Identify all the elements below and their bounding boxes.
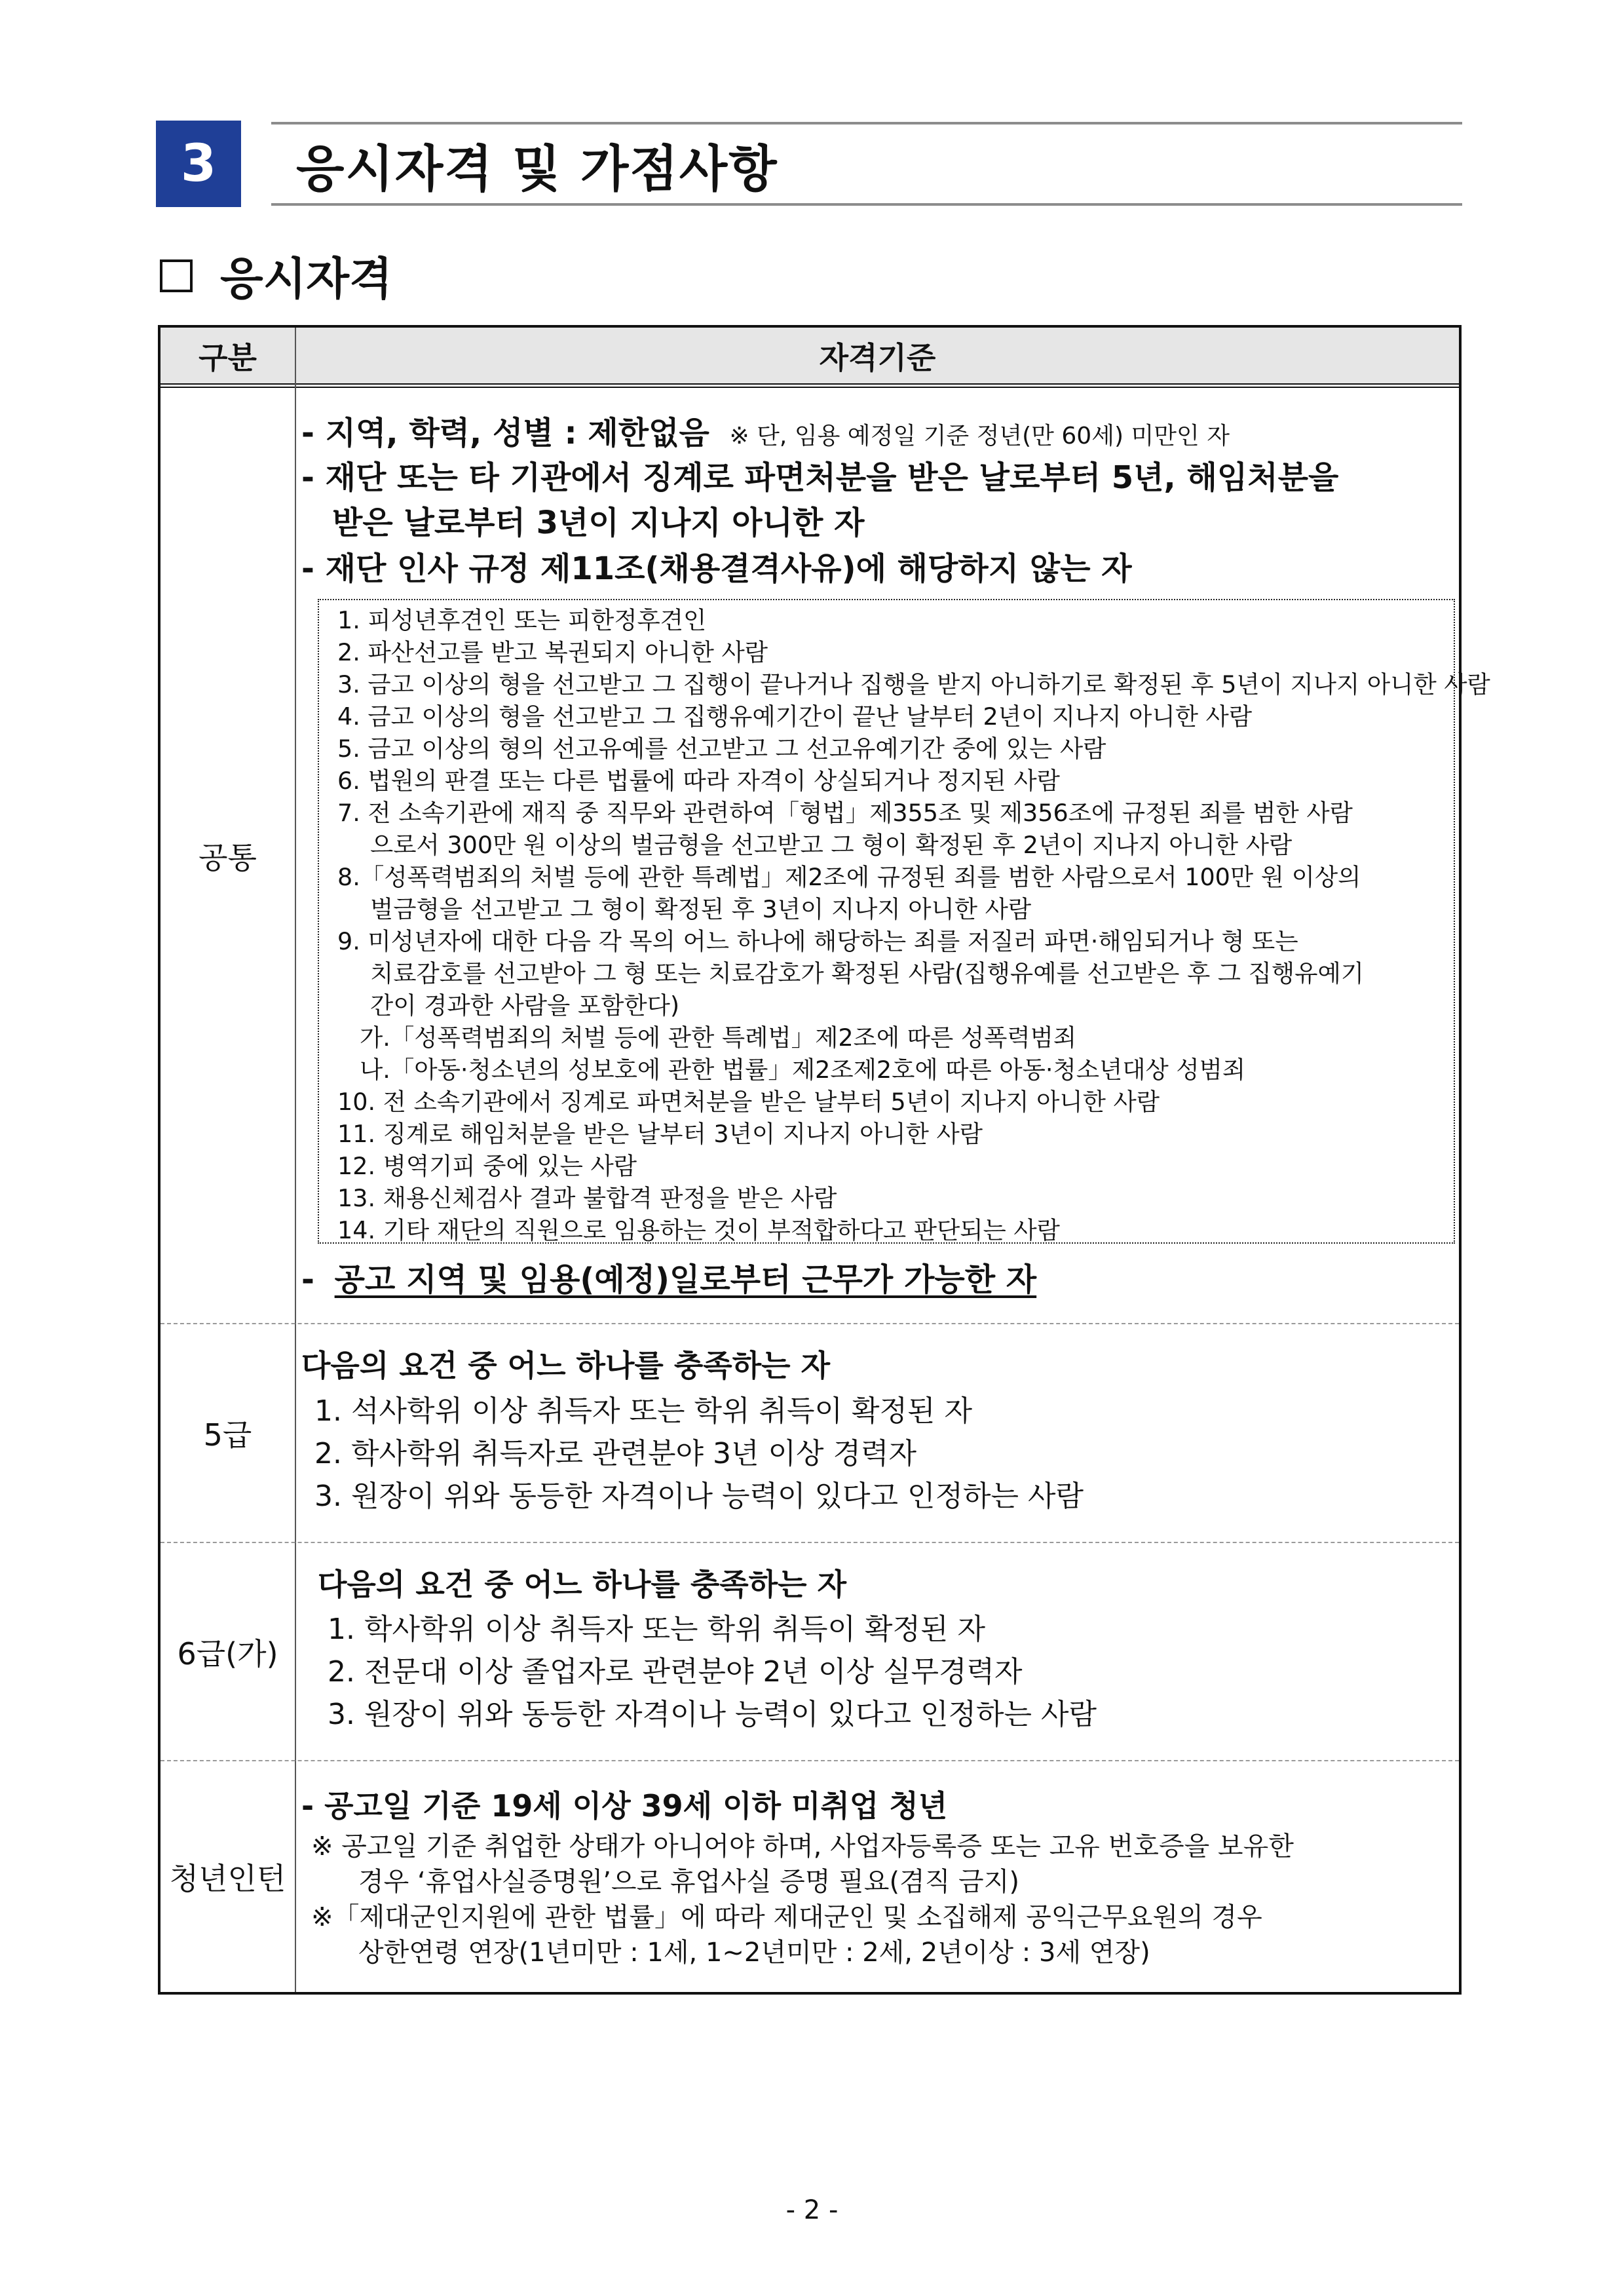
rule-item: 10. 전 소속기관에서 징계로 파면처분을 받은 날부터 5년이 지나지 아니한 사람 [337,1088,1160,1116]
intern-note: ※「제대군인지원에 관한 법률」에 따라 제대군인 및 소집해제 공익근무요원의 경우 [311,1902,1262,1932]
common-line1-main: - 지역, 학력, 성별 : 제한없음 [301,415,709,451]
disqualification-rules-box [318,599,1490,1244]
rule-item: 6. 법원의 판결 또는 다른 법률에 따라 자격이 상실되거나 정지된 사람 [337,767,1060,795]
rule-item-continued: 치료감호를 선고받아 그 형 또는 치료감호가 확정된 사람(집행유예를 선고받은 후 그 집행유예기 [370,959,1364,987]
grade5-item: 2. 학사학위 취득자로 관련분야 3년 이상 경력자 [314,1437,916,1470]
common-line2a: - 재단 또는 타 기관에서 징계로 파면처분을 받은 날로부터 5년, 해임처분을 [301,459,1339,496]
common-line4-text: 공고 지역 및 임용(예정)일로부터 근무가 가능한 자 [334,1261,1037,1298]
grade6-item: 1. 학사학위 이상 취득자 또는 학위 취득이 확정된 자 [328,1613,985,1646]
grade6-item: 2. 전문대 이상 졸업자로 관련분야 2년 이상 실무경력자 [328,1655,1023,1689]
rule-item-continued: 벌금형을 선고받고 그 형이 확정된 후 3년이 지나지 아니한 사람 [370,895,1032,923]
rule-subitem: 나.「아동·청소년의 성보호에 관한 법률」제2조제2호에 따른 아동·청소년대상 성범죄 [360,1056,1246,1084]
rule-item: 2. 파산선고를 받고 복권되지 아니한 사람 [337,638,768,666]
rule-item: 4. 금고 이상의 형을 선고받고 그 집행유예기간이 끝난 날부터 2년이 지나지 아니한 사람 [337,702,1253,731]
row-separator [161,1542,1459,1543]
section-number: 3 [156,121,241,207]
subsection-title: 응시자격 [220,253,392,305]
rule-item: 5. 금고 이상의 형의 선고유예를 선고받고 그 선고유예기간 중에 있는 사람 [337,735,1106,763]
rule-item: 12. 병역기피 중에 있는 사람 [337,1152,637,1180]
rule-item: 9. 미성년자에 대한 다음 각 목의 어느 하나에 해당하는 죄를 저질러 파면·해임되거나 형 또는 [337,927,1298,955]
common-line3: - 재단 인사 규정 제11조(채용결격사유)에 해당하지 않는 자 [301,550,1132,587]
grade5-heading: 다음의 요건 중 어느 하나를 충족하는 자 [301,1348,831,1383]
row-separator [161,1323,1459,1324]
intern-note-continued: 상한연령 연장(1년미만 : 1세, 1~2년미만 : 2세, 2년이상 : 3세 연장) [358,1938,1150,1968]
grade5-item: 3. 원장이 위와 동등한 자격이나 능력이 있다고 인정하는 사람 [314,1480,1084,1513]
common-line2b: 받은 날로부터 3년이 지나지 아니한 자 [332,505,865,541]
category-grade5: 5급 [203,1417,252,1453]
intern-note-continued: 경우 ‘휴업사실증명원’으로 휴업사실 증명 필요(겸직 금지) [358,1867,1019,1897]
rule-item-continued: 간이 경과한 사람을 포함한다) [370,991,680,1020]
section-rule-top [271,122,1462,124]
rule-item: 14. 기타 재단의 직원으로 임용하는 것이 부적합하다고 판단되는 사람 [337,1216,1060,1244]
common-line1 [301,408,1230,453]
intern-heading: - 공고일 기준 19세 이상 39세 이하 미취업 청년 [301,1788,948,1824]
common-line4-dash: - [301,1261,314,1298]
rule-item: 13. 채용신체검사 결과 불합격 판정을 받은 사람 [337,1184,837,1212]
section-rule-bottom [271,203,1462,206]
row-separator [161,1760,1459,1761]
category-grade6: 6급(가) [177,1636,278,1672]
rule-item: 8.「성폭력범죄의 처벌 등에 관한 특례법」제2조에 규정된 죄를 범한 사람으로서 100만 원 이상의 [337,863,1361,891]
table-header-row [161,328,1459,388]
common-line1-note: ※ 단, 임용 예정일 기준 정년(만 60세) 미만인 자 [729,423,1230,450]
category-common: 공통 [198,839,257,875]
checkbox-square-icon [160,259,193,292]
qualification-table [158,325,1490,1995]
rule-item: 7. 전 소속기관에 재직 중 직무와 관련하여「형법」제355조 및 제356조에 규정된 죄를 범한 사람 [337,799,1353,827]
common-line4 [301,1254,1036,1299]
intern-note: ※ 공고일 기준 취업한 상태가 아니어야 하며, 사업자등록증 또는 고유 번호증을 보유한 [311,1831,1294,1862]
rule-item: 3. 금고 이상의 형을 선고받고 그 집행이 끝나거나 집행을 받지 아니하기로 확정된 후 5년이 지나지 아니한 사람 [337,670,1490,698]
rule-item: 1. 피성년후견인 또는 피한정후견인 [337,606,707,634]
category-intern: 청년인턴 [169,1861,286,1896]
page-number: - 2 - [785,2195,839,2225]
column-divider [295,328,296,1992]
grade6-item: 3. 원장이 위와 동등한 자격이나 능력이 있다고 인정하는 사람 [328,1698,1097,1731]
rule-item: 11. 징계로 해임처분을 받은 날부터 3년이 지나지 아니한 사람 [337,1120,983,1148]
grade6-heading: 다음의 요건 중 어느 하나를 충족하는 자 [318,1567,847,1602]
grade5-item: 1. 석사학위 이상 취득자 또는 학위 취득이 확정된 자 [314,1394,972,1428]
header-criteria: 자격기준 [296,328,1459,383]
section-title: 응시자격 및 가점사항 [296,139,778,198]
rule-subitem: 가.「성폭력범죄의 처벌 등에 관한 특례법」제2조에 따른 성폭력범죄 [360,1024,1077,1052]
rule-item-continued: 으로서 300만 원 이상의 벌금형을 선고받고 그 형이 확정된 후 2년이 지나지 아니한 사람 [370,831,1293,859]
header-category: 구분 [161,328,295,383]
